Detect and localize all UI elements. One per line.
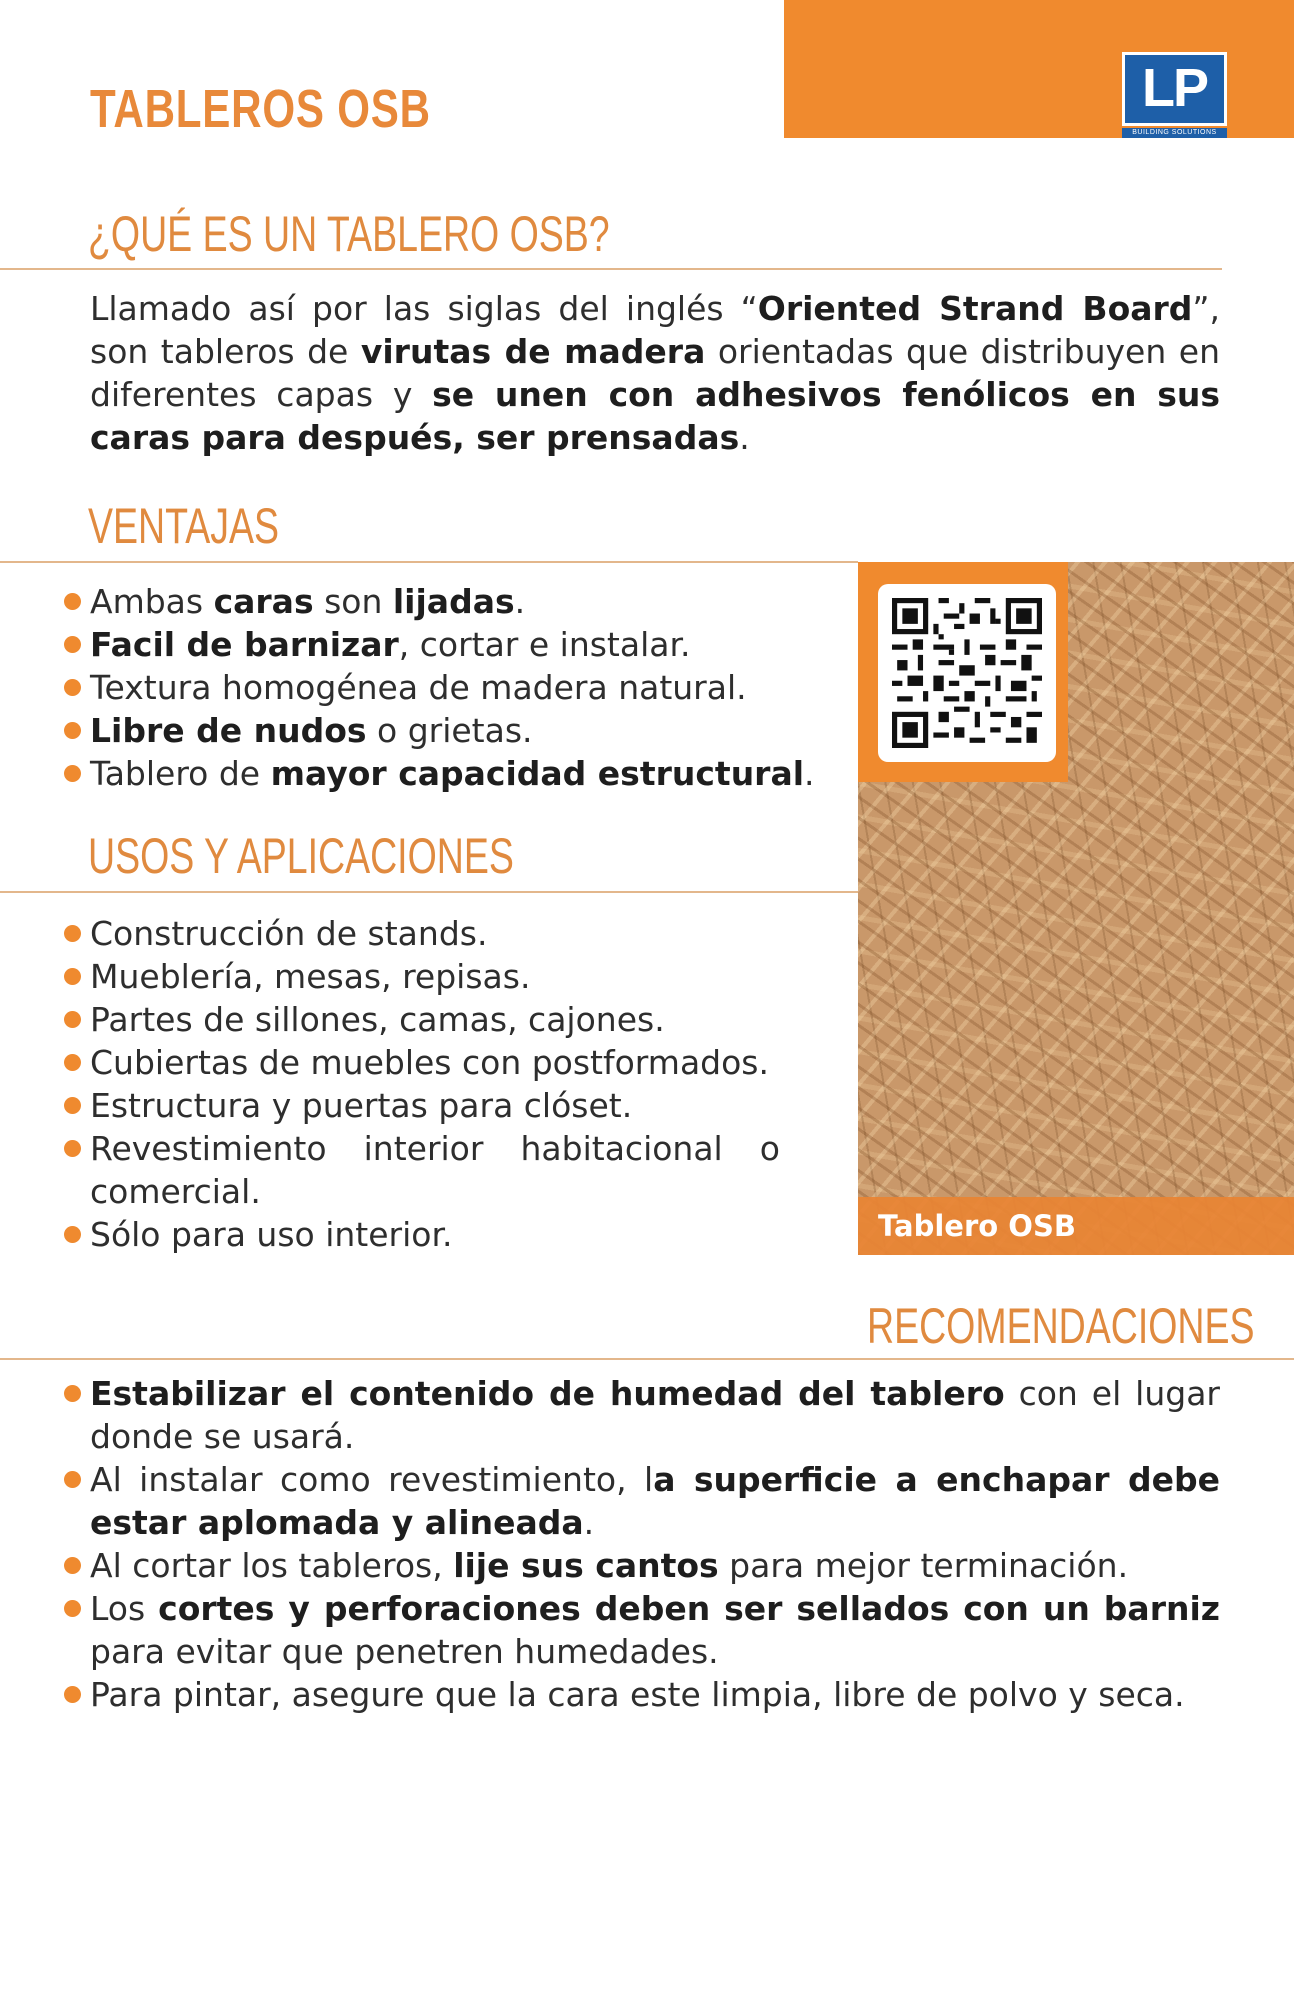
bullet-icon: [64, 1226, 81, 1243]
list-item: Al instalar como revestimiento, la superficie a enchapar debe estar aplomada y alineada.: [90, 1458, 1220, 1544]
list-item: Facil de barnizar, cortar e instalar.: [90, 623, 820, 666]
page-title: TABLEROS OSB: [90, 79, 431, 139]
bullet-icon: [64, 1140, 81, 1157]
section-rule: [0, 891, 858, 893]
bullet-icon: [64, 1011, 81, 1028]
section-rule: [0, 561, 858, 563]
list-item: Partes de sillones, camas, cajones.: [90, 998, 780, 1041]
list-item: Ambas caras son lijadas.: [90, 580, 820, 623]
list-item: Estabilizar el contenido de humedad del tablero con el lugar donde se usará.: [90, 1372, 1220, 1458]
qr-panel: [858, 562, 1068, 782]
what-paragraph: Llamado así por las siglas del inglés “Oriented Strand Board”, son tableros de virutas de madera orientadas que distribuyen en diferentes capas y se unen con adhesivos fenólicos en sus caras para después, ser prensadas.: [90, 289, 1221, 457]
bullet-icon: [64, 1600, 81, 1617]
ventajas-list: [90, 580, 820, 795]
logo-subtext: BUILDING SOLUTIONS: [1122, 128, 1227, 138]
section-heading-usos: USOS Y APLICACIONES: [88, 828, 514, 884]
list-item: Revestimiento interior habitacional o comercial.: [90, 1127, 780, 1213]
bullet-icon: [64, 679, 81, 696]
list-item: Construcción de stands.: [90, 912, 780, 955]
list-item: Al cortar los tableros, lije sus cantos para mejor terminación.: [90, 1544, 1220, 1587]
qr-code-frame: [878, 584, 1056, 762]
list-item: Cubiertas de muebles con postformados.: [90, 1041, 780, 1084]
recomendaciones-list: [90, 1372, 1220, 1716]
bullet-icon: [64, 1686, 81, 1703]
section-heading-what: ¿QUÉ ES UN TABLERO OSB?: [88, 206, 610, 262]
bullet-icon: [64, 722, 81, 739]
usos-list: [90, 912, 780, 1256]
bullet-icon: [64, 1054, 81, 1071]
section-rule: [0, 1358, 1294, 1360]
list-item: Tablero de mayor capacidad estructural.: [90, 752, 820, 795]
list-item: Mueblería, mesas, repisas.: [90, 955, 780, 998]
section-rule: [0, 268, 1222, 270]
bullet-icon: [64, 765, 81, 782]
lp-logo: [1122, 52, 1227, 138]
logo-mark: LP: [1122, 52, 1227, 126]
list-item: Para pintar, asegure que la cara este limpia, libre de polvo y seca.: [90, 1673, 1220, 1716]
bullet-icon: [64, 593, 81, 610]
photo-label: Tablero OSB: [858, 1197, 1294, 1255]
bullet-icon: [64, 925, 81, 942]
bullet-icon: [64, 1471, 81, 1488]
list-item: Estructura y puertas para clóset.: [90, 1084, 780, 1127]
bullet-icon: [64, 1557, 81, 1574]
section-heading-recomendaciones: RECOMENDACIONES: [867, 1298, 1255, 1354]
list-item: Textura homogénea de madera natural.: [90, 666, 820, 709]
qr-code-icon[interactable]: [892, 598, 1042, 748]
list-item: Libre de nudos o grietas.: [90, 709, 820, 752]
bullet-icon: [64, 1385, 81, 1402]
osb-board-photo: [858, 562, 1294, 1255]
list-item: Los cortes y perforaciones deben ser sellados con un barniz para evitar que penetren humedades.: [90, 1587, 1220, 1673]
bullet-icon: [64, 636, 81, 653]
list-item: Sólo para uso interior.: [90, 1213, 780, 1256]
bullet-icon: [64, 968, 81, 985]
section-heading-ventajas: VENTAJAS: [88, 498, 280, 554]
bullet-icon: [64, 1097, 81, 1114]
